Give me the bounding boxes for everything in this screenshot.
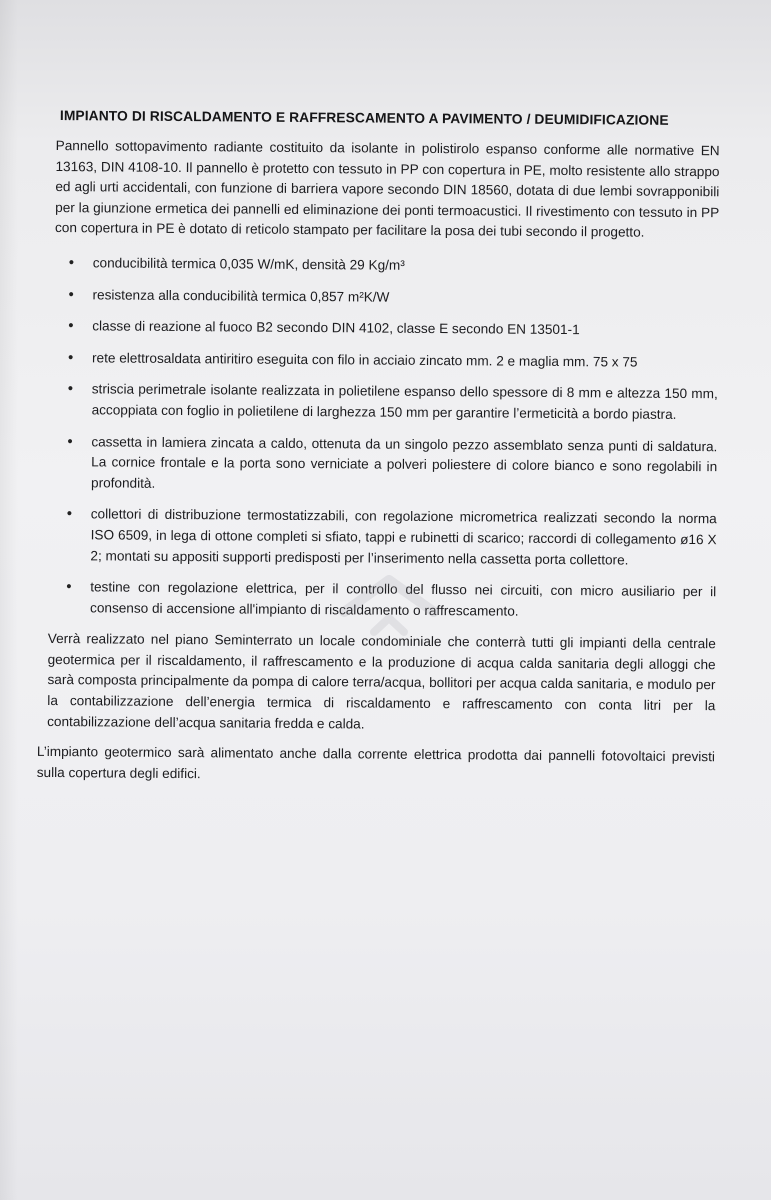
spec-item: • testine con regolazione elettrica, per il controllo del flusso nei circuiti, con micro ausiliario per il consenso di accensione all'impianto di riscaldamento o raffrescamento.: [48, 577, 716, 623]
geothermal-paragraph: Verrà realizzato nel piano Seminterrato un locale condominiale che conterrà tutti gli impianti della centrale geotermica per il riscaldamento, il raffrescamento e la produzione di acqua calda sanitaria degli alloggi che sarà composta principalmente da pompa di calore terra/acqua, bollitori per acqua calda sanitaria, e modulo per la contabilizzazione dell’energia termica di riscaldamento e raffrescamento con conta litri per la contabilizzazione dell’acqua sanitaria fredda e calda.: [47, 631, 716, 732]
power-paragraph: L’impianto geotermico sarà alimentato anche dalla corrente elettrica prodotta dai pannelli fotovoltaici previsti sulla copertura degli edifici.: [36, 744, 715, 782]
document-body: [36, 106, 720, 789]
spec-item: • rete elettrosaldata antiritiro eseguita con filo in acciaio zincato mm. 2 e maglia mm. 75 x 75: [50, 348, 718, 374]
intro-paragraph: Pannello sottopavimento radiante costituito da isolante in polistirolo espanso conforme alle normative EN 13163, DIN 4108-10. Il pannello è protetto con tessuto in PP con copertura in PE, molto resistente allo strappo ed agli urti accidentali, con funzione di barriera vapore secondo DIN 18560, dotata di due lembi sovrapponibili per la giunzione ermetica dei pannelli ed eliminazione dei ponti termoacustici. Il rivestimento con tessuto in PP con copertura in PE è dotato di reticolo stampato per facilitare la posa dei tubi secondo il progetto.: [54, 138, 720, 241]
spec-item: • striscia perimetrale isolante realizzata in polietilene espanso dello spessore di 8 mm e altezza 150 mm, accoppiata con foglio in polietilene di larghezza 150 mm per garantire l’ermeticità a bordo piastra.: [50, 379, 718, 425]
spec-item: • collettori di distribuzione termostatizzabili, con regolazione micrometrica realizzati secondo la norma ISO 6509, in lega di ottone completi si sfiato, tappi e rubinetti di scarico; raccordi di collegamento ø16 X 2; montati su appositi supporti predisposti per l’inserimento nella cassetta porta collettore.: [48, 504, 716, 571]
spec-list: [48, 253, 719, 624]
document-title: IMPIANTO DI RISCALDAMENTO E RAFFRESCAMENTO A PAVIMENTO / DEUMIDIFICAZIONE: [59, 108, 669, 128]
spec-item: • conducibilità termica 0,035 W/mK, densità 29 Kg/m³: [51, 253, 719, 279]
spec-item: • classe di reazione al fuoco B2 secondo DIN 4102, classe E secondo EN 13501-1: [50, 316, 718, 342]
page-edge-shadow: [0, 0, 18, 1200]
spec-item: • resistenza alla conducibilità termica 0,857 m²K/W: [50, 285, 718, 311]
house-watermark-icon: [334, 572, 444, 642]
spec-item: • cassetta in lamiera zincata a caldo, ottenuta da un singolo pezzo assemblato senza punti di saldatura. La cornice frontale e la porta sono verniciate a polveri poliestere di colore bianco e sono regolabili in profondità.: [49, 432, 717, 499]
